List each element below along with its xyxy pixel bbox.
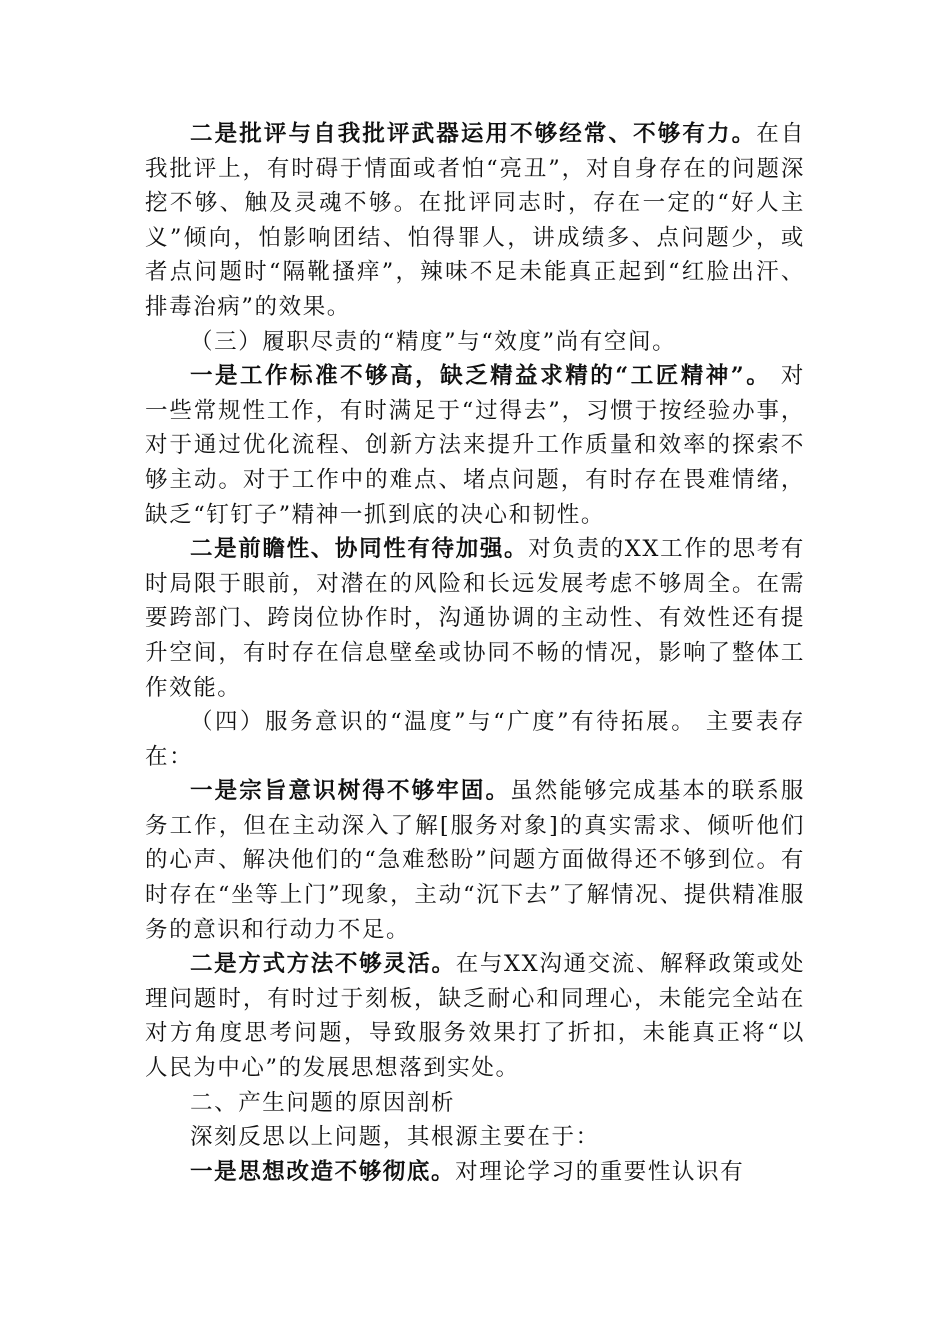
paragraph-foresight bbox=[145, 532, 805, 705]
paragraph-lead: 一是思想改造不够彻底。 bbox=[190, 1158, 456, 1185]
paragraph-lead: 一是工作标准不够高，缺乏精益求精的“工匠精神”。 bbox=[190, 363, 772, 390]
paragraph-criticism bbox=[145, 117, 805, 325]
paragraph-lead: 二是前瞻性、协同性有待加强。 bbox=[190, 536, 529, 563]
section-heading-causes: 二、产生问题的原因剖析 bbox=[190, 1089, 456, 1116]
paragraph-ideology bbox=[145, 1155, 805, 1190]
paragraph-purpose bbox=[145, 774, 805, 947]
paragraph-text: 在自我批评上，有时碍于情面或者怕“亮丑”，对自身存在的问题深挖不够、触及灵魂不够。在批评同志时，存在一定的“好人主义”倾向，怕影响团结、怕得罪人，讲成绩多、点问题少，或者点问题时“隔靴搔痒”，辣味不足未能真正起到“红脸出汗、排毒治病”的效果。 bbox=[145, 121, 805, 320]
paragraph-lead: 二是方式方法不够灵活。 bbox=[190, 951, 456, 978]
paragraph-methods bbox=[145, 947, 805, 1085]
document-page bbox=[145, 117, 805, 1189]
paragraph-lead: 一是宗旨意识树得不够牢固。 bbox=[190, 778, 511, 805]
paragraph-text: 虽然能够完成基本的联系服务工作，但在主动深入了解[服务对象]的真实需求、倾听他们的心声、解决他们的“急难愁盼”问题方面做得还不够到位。有时存在“坐等上门”现象，主动“沉下去”了解情况、提供精准服务的意识和行动力不足。 bbox=[145, 778, 806, 943]
section-heading-4: （四）服务意识的“温度”与“广度”有待拓展。 主要表存在： bbox=[145, 709, 805, 770]
paragraph-text: 在与XX沟通交流、解释政策或处理问题时，有时过于刻板，缺乏耐心和同理心，未能完全站在对方角度思考问题，导致服务效果打了折扣，未能真正将“以人民为中心”的发展思想落到实处。 bbox=[145, 951, 805, 1082]
section-heading-3: （三）履职尽责的“精度”与“效度”尚有空间。 bbox=[190, 328, 677, 355]
paragraph-text: 对一些常规性工作，有时满足于“过得去”，习惯于按经验办事，对于通过优化流程、创新方法来提升工作质量和效率的探索不够主动。对于工作中的难点、堵点问题，有时存在畏难情绪，缺乏“钉钉子”精神一抓到底的决心和韧性。 bbox=[145, 363, 805, 528]
paragraph-work-standard bbox=[145, 359, 805, 532]
paragraph-lead: 二是批评与自我批评武器运用不够经常、不够有力。 bbox=[190, 121, 757, 147]
paragraph-text: 对理论学习的重要性认识有 bbox=[455, 1158, 745, 1185]
paragraph-text: 对负责的XX工作的思考有时局限于眼前，对潜在的风险和长远发展考虑不够周全。在需要跨部门、跨岗位协作时，沟通协调的主动性、有效性还有提升空间，有时存在信息壁垒或协同不畅的情况，影响了整体工作效能。 bbox=[145, 536, 805, 701]
intro-sentence: 深刻反思以上问题，其根源主要在于： bbox=[190, 1124, 600, 1151]
